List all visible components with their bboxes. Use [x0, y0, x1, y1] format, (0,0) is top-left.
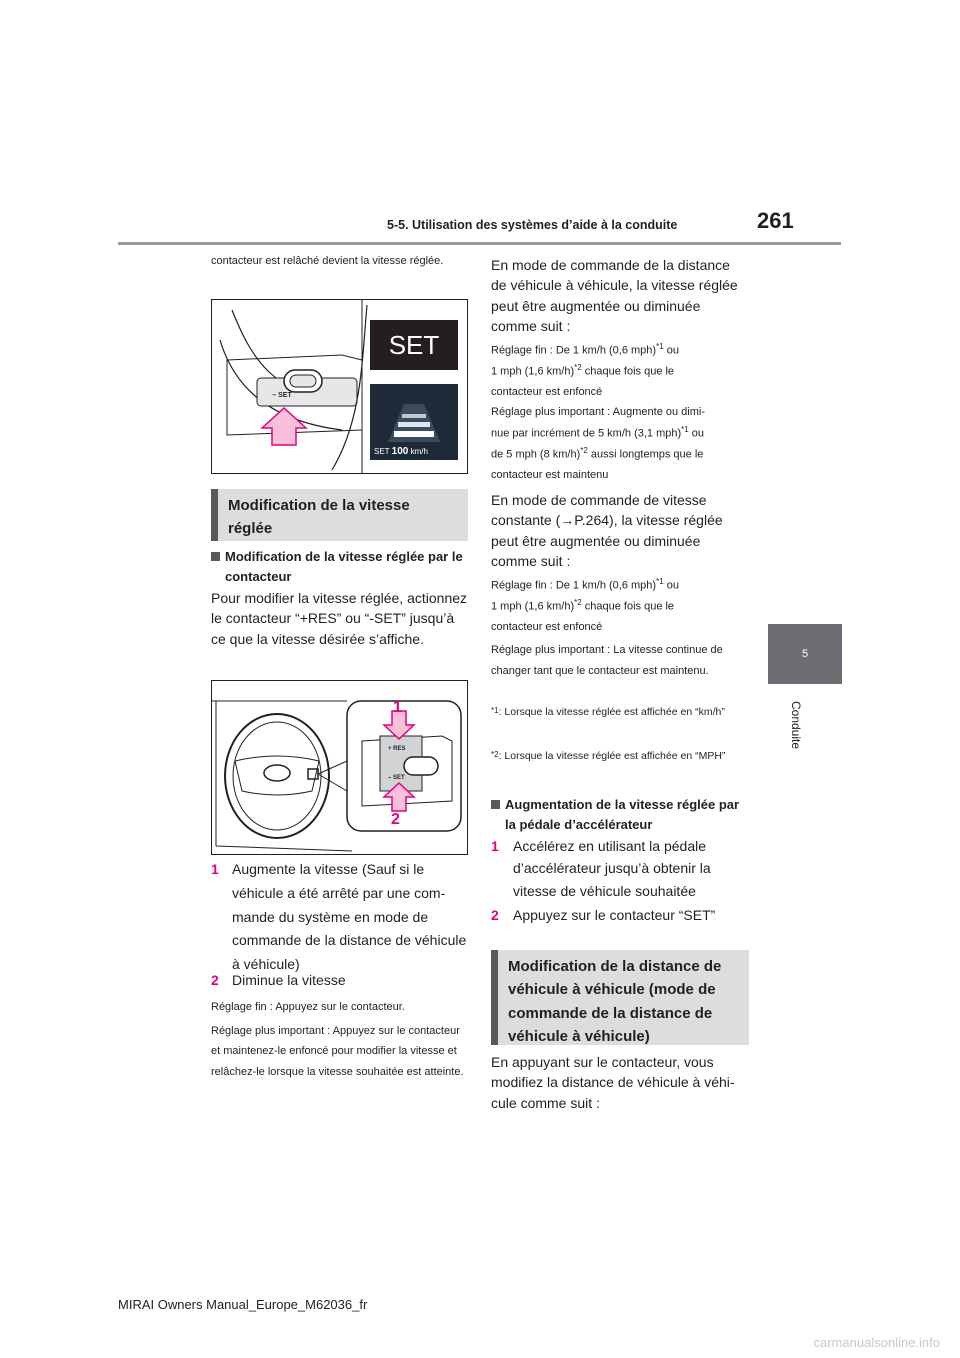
heading-set-speed-change: Modification de la vitesse réglée	[211, 489, 468, 541]
switch-label-res: + RES	[388, 746, 406, 752]
header-rule	[118, 242, 841, 245]
intro-text: contacteur est relâché devient la vitesse réglée.	[211, 255, 444, 267]
heading-distance-change: Modification de la distance de véhicule à véhicule (mode de commande de la distance de véhicule à véhicule)	[491, 950, 749, 1045]
meter-display	[370, 384, 458, 460]
figure-set-switch	[211, 299, 468, 474]
subheading-switch: Modification de la vitesse réglée par le contacteur	[211, 547, 468, 586]
list-item-1: 1 Augmente la vitesse (Sauf si le véhicule a été arrêté par une commande du système en mode de commande de la distance de véhicule à véhicule)	[211, 861, 467, 973]
figure-res-set-switch	[211, 680, 468, 855]
distance-mode-adjustments: Réglage fin : De 1 km/h (0,6 mph)$^{*1}$ ou 1 mph (1,6 km/h)$^{*2}$ chaque fois que le contacteur est enfoncé Réglage plus important : Augmente ou dimi- nue par incrément de 5 km/h (3,1 mph)$^{*1}$ ou de 5 mph (8 km/h)$^{*2}$ aussi longtemps que le contacteur est maintenu	[491, 342, 706, 481]
chapter-number: 5	[801, 648, 809, 660]
callout-2: 2	[391, 811, 400, 828]
display-speed: 100	[391, 446, 409, 457]
constant-mode-adjustments: Réglage fin : De 1 km/h (0,6 mph)$^{*1}$ ou 1 mph (1,6 km/h)$^{*2}$ chaque fois que le contacteur est enfoncé Réglage plus important : La vitesse continue de changer tant que le contacteur est maintenu.	[491, 577, 723, 677]
list-item-2: 2 Diminue la vitesse	[211, 972, 346, 988]
switch-label-set2: – SET	[388, 775, 405, 781]
chapter-tab	[768, 624, 842, 684]
step-1: 1 Accélérez en utilisant la pédale d’accélérateur jusqu’à obtenir la vitesse de véhicule souhaitée	[491, 838, 711, 899]
subheading-pedal: Augmentation de la vitesse réglée par la pédale d’accélérateur	[491, 795, 749, 834]
fine-adjust-text: Réglage fin : Appuyez sur le contacteur.	[211, 1001, 405, 1013]
para-distance-switch: En appuyant sur le contacteur, vous modifiez la distance de véhicule à véhicule comme suit :	[491, 1054, 735, 1111]
display-set-small: SET	[374, 447, 390, 456]
footer-manual-id: MIRAI Owners Manual_Europe_M62036_fr	[118, 1297, 368, 1312]
large-adjust-text: Réglage plus important : Appuyez sur le contacteur et maintenez-le enfoncé pour modifier la vitesse et relâchez-le lorsque la vitesse souhaitée est atteinte.	[211, 1025, 464, 1078]
switch-label-set: – SET	[272, 392, 292, 399]
chapter-label: Conduite	[789, 700, 803, 750]
display-set: SET	[370, 320, 458, 370]
section-title: 5-5. Utilisation des systèmes d’aide à la conduite	[387, 218, 678, 232]
footnote-1: *1 : Lorsque la vitesse réglée est affichée en “km/h”	[491, 706, 725, 718]
callout-1: 1	[393, 699, 402, 716]
para-switch: Pour modifier la vitesse réglée, actionnez le contacteur “+RES” ou “-SET” jusqu’à ce que la vitesse désirée s’affiche.	[211, 590, 468, 647]
step-2: 2 Appuyez sur le contacteur “SET”	[491, 907, 716, 923]
para-constant-mode: En mode de commande de vitesse constante (→P.264), la vitesse réglée peut être augmentée ou diminuée comme suit :	[491, 492, 723, 569]
display-unit: km/h	[410, 447, 428, 456]
steering-wheel-illustration	[212, 681, 468, 855]
footnote-2: *2 : Lorsque la vitesse réglée est affichée en “MPH”	[491, 750, 726, 762]
para-distance-mode: En mode de commande de la distance de véhicule à véhicule, la vitesse réglée peut être augmentée ou diminuée comme suit :	[491, 257, 738, 334]
watermark: carmanualsonline.info	[813, 1335, 940, 1350]
page-number: 261	[757, 208, 794, 233]
